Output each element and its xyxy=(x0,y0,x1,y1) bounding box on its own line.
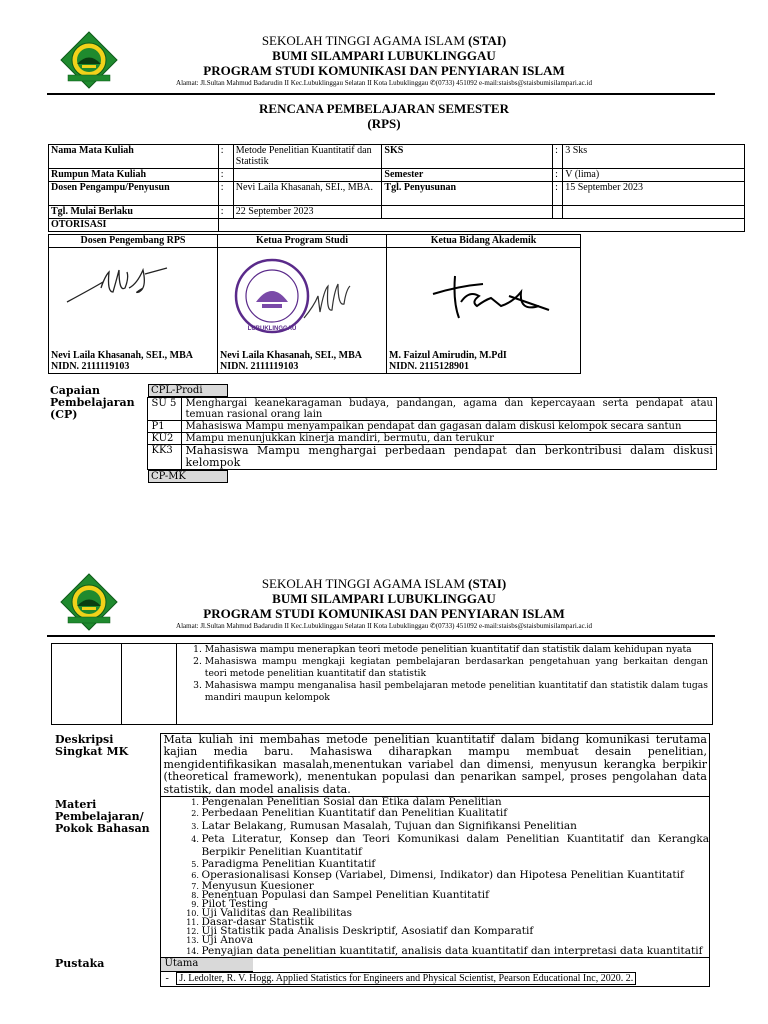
pustaka-utama-label: Utama xyxy=(161,958,253,971)
cp-row xyxy=(50,445,717,470)
phone-icon: ✆ xyxy=(429,622,436,630)
cp-code: P1 xyxy=(148,421,182,433)
page1-header xyxy=(0,33,768,88)
rumpun-label: Rumpun Mata Kuliah xyxy=(49,169,219,182)
signature-3 xyxy=(409,256,559,326)
program-line: PROGRAM STUDI KOMUNIKASI DAN PENYIARAN ISLAM xyxy=(203,63,565,78)
page2-header xyxy=(0,576,768,631)
materi-list xyxy=(161,797,709,957)
list-item: 7. Menyusun Kuesioner xyxy=(201,882,709,891)
rumpun-value xyxy=(233,169,382,182)
pustaka-label: Pustaka xyxy=(55,956,105,970)
list-item: 3. Mahasiswa mampu menganalisa hasil pembelajaran metode penelitian kuantitatif dan statistik dalam tugas mandiri maupun kelompok xyxy=(205,680,708,704)
materi-label: Materi Pembelajaran/ Pokok Bahasan xyxy=(55,797,150,835)
materi-cell xyxy=(161,797,710,958)
tgl-penyusunan-value: 15 September 2023 xyxy=(563,182,745,206)
list-item: 5. Paradigma Penelitian Kuantitatif xyxy=(201,859,709,869)
program-stamp xyxy=(234,256,384,336)
cpmk-list-cell xyxy=(176,644,712,725)
cpmk-table xyxy=(51,643,713,725)
deskripsi-label: Deskripsi Singkat MK xyxy=(55,732,129,758)
cp-text: Mampu menunjukkan kinerja mandiri, bermutu, dan terukur xyxy=(182,433,717,445)
address-line: Alamat: Jl.Sultan Mahmud Badarudin II Kec.Lubuklinggau Selatan II Kota Lubuklinggau ✆(0733) 451092 e-mail:staisbs@staisbumisilampari.ac.id xyxy=(176,622,592,630)
auth-col1-cell xyxy=(49,248,218,374)
doc-subtitle-text: (RPS) xyxy=(367,116,401,131)
doc-title-text: RENCANA PEMBELAJARAN SEMESTER xyxy=(259,101,509,116)
address-line: Alamat: Jl.Sultan Mahmud Badarudin II Kec.Lubuklinggau Selatan II Kota Lubuklinggau ✆(0733) 451092 e-mail:staisbs@staisbumisilampari.ac.id xyxy=(176,79,592,87)
cp-code: SU 5 xyxy=(148,398,182,421)
cpmk-list xyxy=(177,644,708,704)
authorization-table xyxy=(48,234,581,374)
tgl-mulai-label: Tgl. Mulai Berlaku xyxy=(49,206,219,219)
list-item: 2. Mahasiswa mampu mengkaji kegiatan pembelajaran berdasarkan pengetahuan yang berkaitan dengan teori metode penelitian kuantitatif dan statistik xyxy=(205,656,708,680)
cp-text: Menghargai keanekaragaman budaya, pandangan, agama dan kepercayaan serta pendapat atau temuan rasional orang lain xyxy=(182,398,717,421)
auth-col1-header: Dosen Pengembang RPS xyxy=(49,235,218,248)
college-line2: BUMI SILAMPARI LUBUKLINGGAU xyxy=(272,48,496,63)
cp-label: Capaian Pembelajaran (CP) xyxy=(50,384,135,421)
cp-table xyxy=(50,384,717,483)
list-item: 6. Operasionalisasi Konsep (Variabel, Dimensi, Indikator) dan Hipotesa Penelitian Kuantitatif xyxy=(201,869,709,882)
list-item: 8. Penentuan Populasi dan Sampel Penelitian Kuantitatif xyxy=(201,891,709,900)
doc-title xyxy=(0,101,768,131)
list-item: 9. Pilot Testing xyxy=(201,900,709,909)
stamp-text: LUBUKLINGGAU xyxy=(247,326,297,332)
list-item: 1. Mahasiswa mampu menerapkan teori metode penelitian kuantitatif dan statistik dalam kehidupan nyata xyxy=(205,644,708,656)
cp-code: KK3 xyxy=(148,445,182,470)
list-item: 12. Uji Statistik pada Analisis Deskriptif, Asosiatif dan Komparatif xyxy=(201,927,709,936)
dosen-label: Dosen Pengampu/Penyusun xyxy=(49,182,219,206)
list-item: 13. Uji Anova xyxy=(201,936,709,945)
dosen-value: Nevi Laila Khasanah, SEI., MBA. xyxy=(233,182,382,206)
sks-label: SKS xyxy=(382,145,553,169)
list-item: 14. Penyajian data penelitian kuantitatif, analisis data kuantitatif dan interpretasi data kuantitatif xyxy=(201,945,709,957)
college-line2: BUMI SILAMPARI LUBUKLINGGAU xyxy=(272,591,496,606)
auth-col3-name: M. Faizul Amirudin, M.PdI xyxy=(389,350,507,361)
auth-col1-nidn: NIDN. 2111119103 xyxy=(51,361,130,372)
header-rule xyxy=(47,635,715,637)
sks-value: 3 Sks xyxy=(563,145,745,169)
auth-col1-name: Nevi Laila Khasanah, SEI., MBA xyxy=(51,350,193,361)
list-item: 4. Peta Literatur, Konsep dan Teori Komunikasi dalam Penelitian Kuantitatif dan Kerangka Berpikir Penelitian Kuantitatif xyxy=(201,833,709,859)
auth-col3-cell xyxy=(387,248,581,374)
college-line1: SEKOLAH TINGGI AGAMA ISLAM (STAI) xyxy=(261,576,507,591)
nama-mk-label: Nama Mata Kuliah xyxy=(49,145,219,169)
otorisasi-label: OTORISASI xyxy=(49,219,219,232)
semester-value: V (lima) xyxy=(563,169,745,182)
cp-row xyxy=(50,433,717,445)
tgl-mulai-value: 22 September 2023 xyxy=(233,206,382,219)
deskripsi-text: Mata kuliah ini membahas metode penelitian kuantitatif dalam bidang komunikasi terutama kajian media baru. Mahasiswa diharapkan mampu membuat desain penelitian, mengidentifikasikan masalah,menentukan variabel dan dimensi, menyusun kerangka berpikir (theoretical framework), menentukan populasi dan penarikan sampel, proses pengolahan data statistik, dan model analisis data. xyxy=(161,734,710,797)
college-line1: SEKOLAH TINGGI AGAMA ISLAM (STAI) xyxy=(261,33,507,48)
course-detail-table xyxy=(53,733,710,987)
cp-mk-header: CP-MK xyxy=(148,470,228,483)
auth-col2-cell xyxy=(218,248,387,374)
cp-row xyxy=(50,398,717,421)
list-item: 3. Latar Belakang, Rumusan Masalah, Tujuan dan Signifikansi Penelitian xyxy=(201,820,709,833)
cp-code: KU2 xyxy=(148,433,182,445)
pustaka-ref-1: J. Ledolter, R. V. Hogg. Applied Statistics for Engineers and Physical Scientist, Pearson Educational Inc, 2020. 2. xyxy=(176,972,636,985)
header-rule xyxy=(47,93,715,95)
pustaka-cell xyxy=(161,958,710,986)
semester-label: Semester xyxy=(382,169,553,182)
cp-text: Mahasiswa Mampu menghargai perbedaan pendapat dan berkontribusi dalam diskusi kelompok xyxy=(182,445,717,470)
cp-row xyxy=(50,421,717,433)
auth-col2-nidn: NIDN. 2111119103 xyxy=(220,361,299,372)
phone-icon: ✆ xyxy=(429,79,436,87)
program-line: PROGRAM STUDI KOMUNIKASI DAN PENYIARAN ISLAM xyxy=(203,606,565,621)
list-item: 11. Dasar-dasar Statistik xyxy=(201,918,709,927)
tgl-penyusunan-label: Tgl. Penyusunan xyxy=(382,182,553,206)
list-item: 2. Perbedaan Penelitian Kuantitatif dan Penelitian Kualitatif xyxy=(201,807,709,820)
nama-mk-value: Metode Penelitian Kuantitatif dan Statistik xyxy=(233,145,382,169)
auth-col3-nidn: NIDN. 2115128901 xyxy=(389,361,470,372)
list-item: 10. Uji Validitas dan Realibilitas xyxy=(201,909,709,918)
cpl-prodi-header: CPL-Prodi xyxy=(148,384,228,397)
auth-col3-header: Ketua Bidang Akademik xyxy=(387,235,581,248)
pustaka-ref: - J. Ledolter, R. V. Hogg. Applied Statistics for Engineers and Physical Scientist, Pearson Educational Inc, 2020. 2. xyxy=(161,972,709,986)
cp-text: Mahasiswa Mampu menyampaikan pendapat dan gagasan dalam diskusi kelompok secara santun xyxy=(182,421,717,433)
signature-1 xyxy=(63,258,183,310)
auth-col2-header: Ketua Program Studi xyxy=(218,235,387,248)
auth-col2-name: Nevi Laila Khasanah, SEI., MBA xyxy=(220,350,362,361)
course-info-table: Nama Mata Kuliah : Metode Penelitian Kuantitatif dan Statistik SKS : 3 Sks Rumpun Mata Kuliah : Semester : V (lima) Dosen Pengampu/Penyusun : Nevi Laila Khasanah, SEI., MBA. Tgl. Penyusunan : 15 September 2023 Tgl. Mulai Berlaku : 22 September 2023 OTORISASI xyxy=(48,144,745,232)
list-item: 1. Pengenalan Penelitian Sosial dan Etika dalam Penelitian xyxy=(201,797,709,807)
